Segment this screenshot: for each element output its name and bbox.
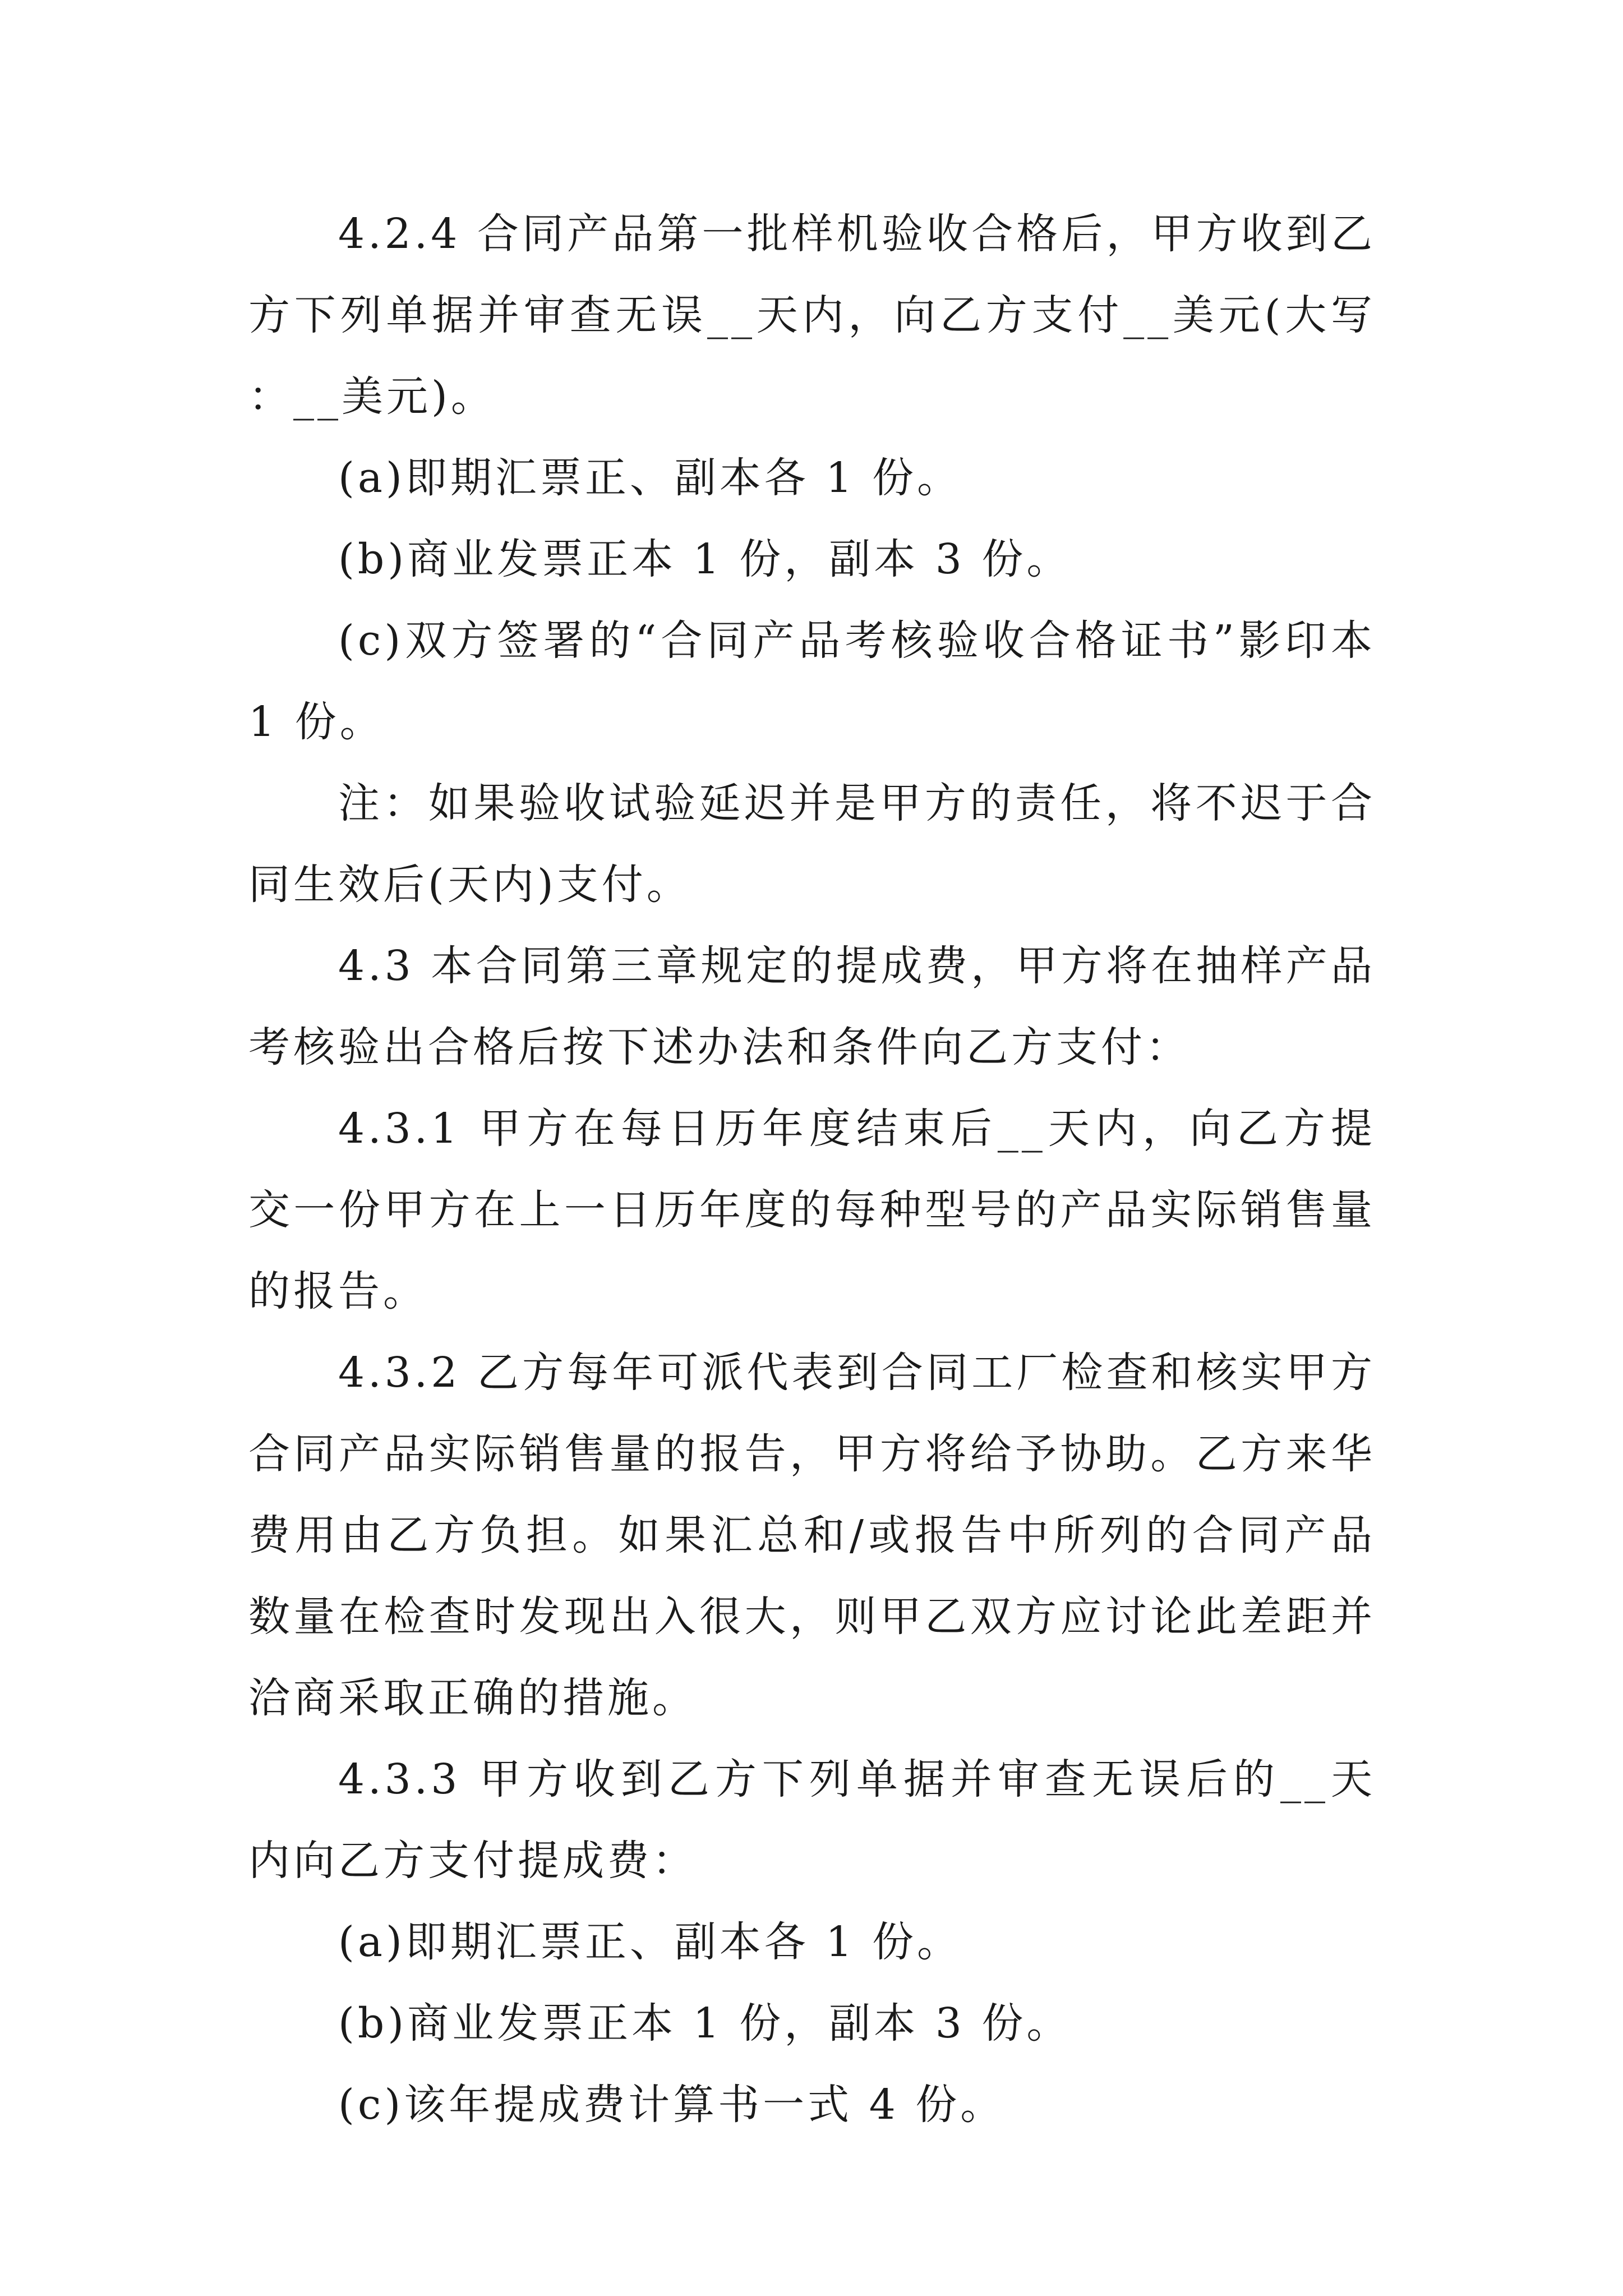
clause-4-3-3-item-a: (a)即期汇票正、副本各 1 份。 [338, 1918, 962, 1966]
clause-4-2-4-item-c: (c)双方签署的“合同产品考核验收合格证书”影印本 1 份。 [248, 616, 1376, 746]
clause-4-3-1: 4.3.1 甲方在每日历年度结束后__天内，向乙方提交一份甲方在上一日历年度的每种型号的产品实际销售量的报告。 [248, 1105, 1376, 1315]
note-paragraph: 注：如果验收试验延迟并是甲方的责任，将不迟于合同生效后(天内)支付。 [248, 779, 1376, 909]
clause-4-3: 4.3 本合同第三章规定的提成费，甲方将在抽样产品考核验出合格后按下述办法和条件向乙方支付： [248, 942, 1376, 1071]
clause-4-3-3-item-b: (b)商业发票正本 1 份，副本 3 份。 [338, 1999, 1072, 2047]
clause-4-2-4-item-a: (a)即期汇票正、副本各 1 份。 [338, 454, 962, 502]
clause-4-2-4-item-b: (b)商业发票正本 1 份，副本 3 份。 [338, 535, 1072, 583]
clause-4-3-3: 4.3.3 甲方收到乙方下列单据并审查无误后的__天内向乙方支付提成费： [248, 1755, 1376, 1885]
clause-4-2-4: 4.2.4 合同产品第一批样机验收合格后，甲方收到乙方下列单据并审查无误__天内，向乙方支付__美元(大写：__美元)。 [248, 210, 1376, 421]
document-body [248, 194, 1376, 2146]
clause-4-3-3-item-c: (c)该年提成费计算书一式 4 份。 [338, 2081, 1006, 2129]
clause-4-3-2: 4.3.2 乙方每年可派代表到合同工厂检查和核实甲方合同产品实际销售量的报告，甲方将给予协助。乙方来华费用由乙方负担。如果汇总和/或报告中所列的合同产品数量在检查时发现出入很大，则甲乙双方应讨论此差距并洽商采取正确的措施。 [248, 1349, 1376, 1722]
